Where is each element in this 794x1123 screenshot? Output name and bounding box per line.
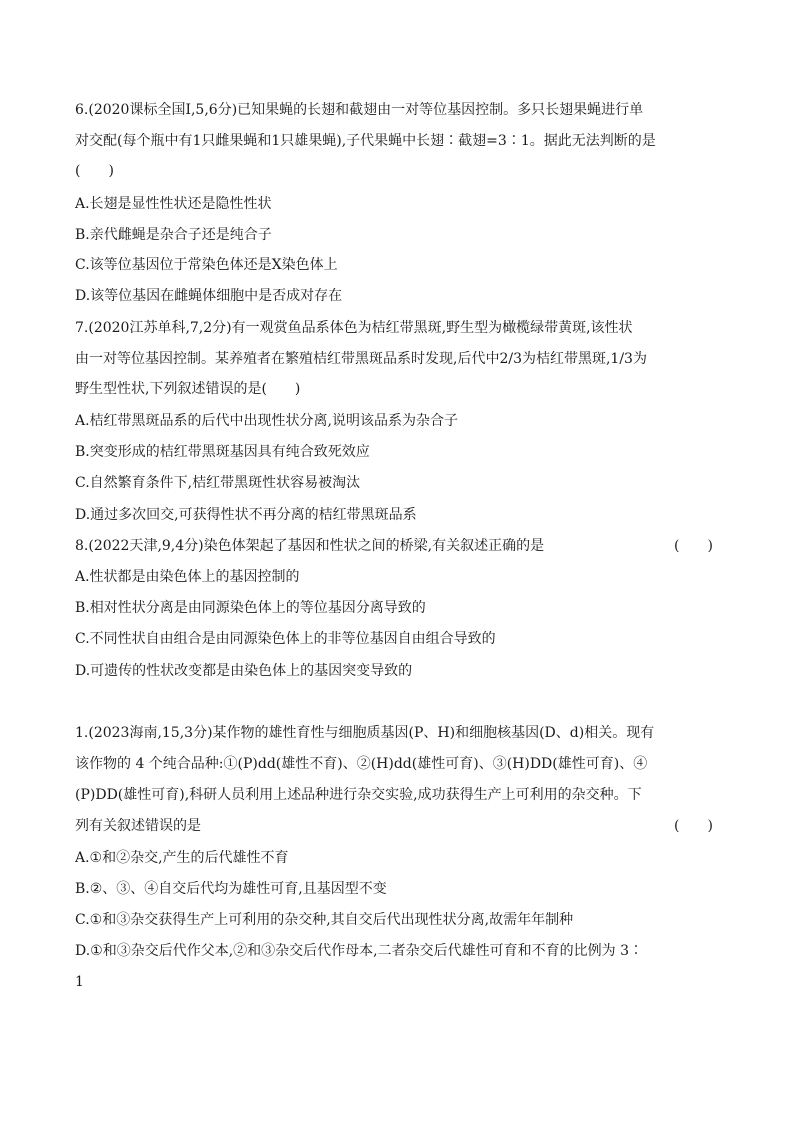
q6-stem-line-1: 6.(2020课标全国Ⅰ,5,6分)已知果蝇的长翅和截翅由一对等位基因控制。多只长翅果蝇进行单 <box>75 102 644 118</box>
q8-answer-paren: ( ) <box>674 538 713 554</box>
q7-stem-line-3: 野生型性状,下列叙述错误的是( ) <box>75 381 301 397</box>
q7-stem-line-1: 7.(2020江苏单科,7,2分)有一观赏鱼品系体色为桔红带黑斑,野生型为橄榄绿带黄斑,该性状 <box>75 320 633 336</box>
q6-option-b: B.亲代雌蝇是杂合子还是纯合子 <box>75 227 272 243</box>
q6-option-c: C.该等位基因位于常染色体还是X染色体上 <box>75 257 338 273</box>
q1-option-a: A.①和②杂交,产生的后代雄性不育 <box>75 850 289 866</box>
q6-option-d: D.该等位基因在雌蝇体细胞中是否成对存在 <box>75 288 343 304</box>
q1-stem-line-3: (P)DD(雄性可育),科研人员利用上述品种进行杂交实验,成功获得生产上可利用的杂交种。下 <box>75 787 642 803</box>
q1-option-d: D.①和③杂交后代作父本,②和③杂交后代作母本,二者杂交后代雄性可育和不育的比例为 3∶ <box>75 943 643 959</box>
q7-stem-line-2: 由一对等位基因控制。某养殖者在繁殖桔红带黑斑品系时发现,后代中2/3为桔红带黑斑,1/3为 <box>75 351 647 367</box>
q6-option-a: A.长翅是显性性状还是隐性性状 <box>75 196 272 212</box>
q8-option-c: C.不同性状自由组合是由同源染色体上的非等位基因自由组合导致的 <box>75 631 496 647</box>
q7-option-d: D.通过多次回交,可获得性状不再分离的桔红带黑斑品系 <box>75 507 417 523</box>
q7-option-c: C.自然繁育条件下,桔红带黑斑性状容易被淘汰 <box>75 475 361 491</box>
q1-stem-line-2: 该作物的 4 个纯合品种:①(P)dd(雄性不育)、②(H)dd(雄性可育)、③(H)DD(雄性可育)、④ <box>75 756 648 772</box>
q7-option-a: A.桔红带黑斑品系的后代中出现性状分离,说明该品系为杂合子 <box>75 413 459 429</box>
q1-option-d-continuation: 1 <box>75 974 84 990</box>
q8-stem-line-1: 8.(2022天津,9,4分)染色体架起了基因和性状之间的桥梁,有关叙述正确的是 <box>75 538 545 554</box>
q1-stem-line-1: 1.(2023海南,15,3分)某作物的雄性育性与细胞质基因(P、H)和细胞核基因(D、d)相关。现有 <box>75 725 655 741</box>
q6-stem-line-2: 对交配(每个瓶中有1只雌果蝇和1只雄果蝇),子代果蝇中长翅∶截翅=3∶1。据此无法判断的是 <box>75 133 656 149</box>
q8-option-a: A.性状都是由染色体上的基因控制的 <box>75 569 300 585</box>
q1-option-b: B.②、③、④自交后代均为雄性可育,且基因型不变 <box>75 881 387 897</box>
q8-option-d: D.可遗传的性状改变都是由染色体上的基因突变导致的 <box>75 663 413 679</box>
q7-option-b: B.突变形成的桔红带黑斑基因具有纯合致死效应 <box>75 444 370 460</box>
q1-option-c: C.①和③杂交获得生产上可利用的杂交种,其自交后代出现性状分离,故需年年制种 <box>75 912 574 928</box>
q8-option-b: B.相对性状分离是由同源染色体上的等位基因分离导致的 <box>75 600 426 616</box>
q1-answer-paren: ( ) <box>674 818 713 834</box>
q6-stem-line-3: ( ) <box>75 163 114 179</box>
q1-stem-line-4: 列有关叙述错误的是 <box>75 818 201 834</box>
